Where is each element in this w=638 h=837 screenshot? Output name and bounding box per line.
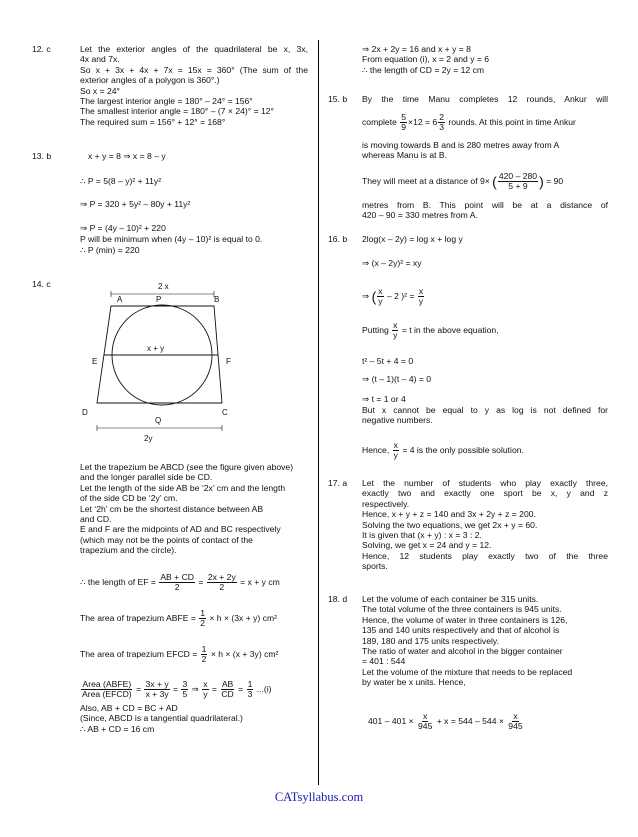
denominator: 5 [182,689,188,699]
text-line: of the side CD be ‘2y’ cm. [80,493,178,504]
label-f: F [226,357,231,366]
denominator: 3 [247,689,253,699]
label-e: E [92,357,98,366]
equation-area-ratio [80,680,272,699]
text-line: So x = 24° [80,85,120,96]
text-line: exterior angles of a polygon is 360°.) [80,75,220,86]
numerator: x [203,679,208,689]
equation-text: + x = 544 – 544 × [436,715,504,726]
numerator: 3x + y [145,679,169,689]
text-line: is moving towards B and is 280 metres away from A [362,140,560,150]
answer-14-end [80,703,243,734]
text-line: metres from B. This point will be at a distance of [362,200,608,210]
text-line: and the longer parallel side be CD. [80,472,213,483]
denominator: 5 + 9 [508,181,528,191]
text-line: The smallest interior angle = 180° – (7 × 24)° = 12° [80,106,274,117]
text-line: by water be x units. Hence, [362,677,466,688]
numerator: AB + CD [160,572,194,582]
equation-hence [362,441,524,460]
text-line: Hence, the volume of water in three containers is 126, [362,614,568,625]
fraction [438,113,445,132]
numerator: 5 [401,112,407,122]
equation-text: = [211,683,217,694]
text-line: The ratio of water and alcohol in the bigger container [362,646,563,657]
text-line: But x cannot be equal to y as log is not defined for [362,405,608,415]
equation-text: rounds. At this point in time Ankur [448,116,576,127]
text-line: 4x and 7x. [80,54,120,65]
site-footer-link[interactable]: CATsyllabus.com [274,790,364,804]
text-line: Also, AB + CD = BC + AD [80,703,178,713]
text-line: Solving the two equations, we get 2x + y = 60. [362,519,538,530]
answer-17 [362,478,608,572]
text-line: ∴ the length of CD = 2y = 12 cm [362,64,485,75]
numerator: Area (ABFE) [82,679,132,689]
equation-text: Putting [362,324,389,335]
denominator: y [418,296,424,306]
equation-mixture [368,712,525,731]
question-number: 12. c [32,44,51,54]
text-line: Let ‘2h’ cm be the shortest distance between AB [80,503,264,514]
equation-ef [80,573,280,592]
numerator: 1 [201,644,207,654]
text-line: trapezium and the circle). [80,545,177,556]
numerator: 2x + 2y [207,572,236,582]
fraction [377,287,383,306]
question-number: 13. b [32,151,52,161]
numerator: x [513,711,518,721]
text-line: ⇒ (t – 1)(t – 4) = 0 [362,374,432,384]
text-line: It is given that (x + y) : x = 3 : 2. [362,530,482,541]
text-line: (which may not be the points of contact of the [80,534,253,545]
text-line: Let the trapezium be ABCD (see the figure given above) [80,462,294,472]
text-line: t² – 5t + 4 = 0 [362,356,414,366]
equation-text: 401 – 401 × [368,715,414,726]
equation-tag: ...(i) [256,683,272,694]
denominator: 2 [219,582,225,592]
numerator: 2 [439,112,444,122]
text-line: P will be minimum when (4y – 10)² is equal to 0. [80,234,263,244]
numerator: x [423,711,428,721]
question-number: 16. b [328,234,348,244]
equation-text: = [198,576,204,587]
label-a: A [117,295,123,304]
text-line: Let the exterior angles of the quadrilateral be x, 3x, [80,44,308,54]
fraction [418,287,424,306]
paren-right: ) [539,173,544,190]
text-line: (Since, ABCD is a tangential quadrilateral.) [80,713,243,724]
text-line: exactly two and exactly one sport be x, y and z [362,488,608,499]
trapezium-figure [80,278,240,446]
denominator: 945 [508,721,523,731]
text-line: negative numbers. [362,415,433,426]
fraction [247,680,254,699]
equation-abfe [80,609,277,628]
denominator: 2 [201,654,207,664]
numerator: x [418,286,424,296]
text-line: Solving, we get x = 24 and y = 12. [362,540,492,551]
equation-meet [362,172,563,191]
equation-text: ⇒ [362,290,370,301]
equation-text: Hence, [362,444,390,455]
text-line: = 401 : 544 [362,656,406,667]
numerator: 1 [200,608,206,618]
numerator: 420 – 280 [498,171,538,181]
equation-text: = 90 [546,175,564,186]
denominator: y [393,450,398,460]
paren-left: ( [371,288,377,305]
equation-text: = [238,683,244,694]
answer-15-end [362,200,608,221]
text-line: ⇒ 2x + 2y = 16 and x + y = 8 [362,44,471,54]
denominator: y [393,330,398,340]
text-line: Let the number of students who play exactly three, [362,478,608,488]
denominator: 945 [418,721,433,731]
fraction [181,680,188,699]
text-line: So x + 3x + 4x + 7x = 15x = 360° (The sum of the [80,64,308,75]
text-line: The total volume of the three containers is 945 units. [362,604,562,615]
denominator: 3 [439,122,444,132]
denominator: x + 3y [145,689,169,699]
text-line: Let the length of the side AB be ‘2x’ cm and the length [80,482,286,493]
text-line: Hence, x + y + z = 140 and 3x + 2y + z = 200. [362,509,536,520]
answer-12 [80,44,308,127]
label-midline: x + y [147,344,165,353]
text-line: ⇒ (x – 2y)² = xy [362,258,422,268]
text-line: The largest interior angle = 180° – 24° = 156° [80,96,253,107]
fraction [144,680,169,699]
fraction [400,113,407,132]
equation-text: The area of trapezium ABFE = [80,612,196,623]
numerator: 1 [247,679,253,689]
text-line: ⇒ t = 1 or 4 [362,394,406,404]
equation-complete [362,113,576,132]
text-line: By the time Manu completes 12 rounds, Ankur will [362,94,608,104]
fraction [199,609,206,628]
equation-text: They will meet at a distance of 9× [362,175,490,186]
equation-text: = x + y cm [240,576,280,587]
denominator: y [203,689,208,699]
text-line: ⇒ P = 320 + 5y² – 80y + 11y² [80,199,191,209]
equation-text: = [136,683,142,694]
numerator: AB [221,679,234,689]
denominator: 9 [401,122,407,132]
equation-substitution [362,321,499,340]
text-line: The required sum = 156° + 12° = 168° [80,116,226,127]
text-line: ∴ AB + CD = 16 cm [80,723,155,734]
fraction [202,680,208,699]
text-line: Let the volume of each container be 315 units. [362,594,539,604]
equation-text: × h × (x + 3y) cm² [210,648,279,659]
denominator: Area (EFCD) [82,689,132,699]
text-line: Let the volume of the mixture that needs to be replaced [362,666,573,677]
label-top-length: 2 x [158,282,169,291]
equation-text: ⇒ [191,683,199,694]
equation-text: – 2 )² = [386,290,415,301]
paren-left: ( [492,173,497,190]
answer-16-text [362,405,608,426]
answer-15-text [362,140,559,161]
text-line: ∴ P (min) = 220 [80,245,140,255]
column-divider [318,40,319,785]
answer-18 [362,594,608,688]
text-line: ∴ P = 5(8 – y)² + 11y² [80,176,162,186]
equation-text: = [173,683,179,694]
fraction [201,645,208,664]
text-line: Hence, 12 students play exactly two of the three [362,550,608,561]
numerator: 3 [182,679,188,689]
text-line: ⇒ P = (4y – 10)² + 220 [80,223,166,233]
question-number: 15. b [328,94,348,104]
label-d: D [82,408,88,417]
equation-text: ×12 = 6 [408,116,438,127]
denominator: 2 [200,618,206,628]
fraction [417,712,433,731]
equation-efcd [80,645,278,664]
equation-text: = 4 is the only possible solution. [402,444,524,455]
fraction [220,680,234,699]
text-line: respectively. [362,498,410,509]
trapezium-outline [97,306,222,403]
answer-14-text [80,462,312,556]
equation-text: = t in the above equation, [401,324,499,335]
text-line: From equation (i), x = 2 and y = 6 [362,54,490,65]
numerator: x [393,440,398,450]
equation-text: × h × (3x + y) cm² [209,612,277,623]
question-number: 14. c [32,279,51,289]
figure-shapes [97,291,222,431]
fraction [159,573,195,592]
equation-text: ∴ the length of EF = [80,576,156,587]
numerator: x [393,320,398,330]
fraction [81,680,133,699]
fraction [507,712,523,731]
text-line: sports. [362,561,388,572]
label-bottom-length: 2y [144,434,153,443]
text-line: whereas Manu is at B. [362,150,448,161]
label-q: Q [155,416,162,425]
text-line: x + y = 8 ⇒ x = 8 – y [88,151,166,161]
fraction [207,573,237,592]
question-number: 18. d [328,594,348,604]
label-p: P [156,295,162,304]
question-number: 17. a [328,478,348,488]
fraction [498,172,538,191]
label-c: C [222,408,228,417]
text-line: 189, 180 and 175 units respectively. [362,635,499,646]
text-line: 420 – 90 = 330 metres from A. [362,210,478,221]
text-line: 2log(x – 2y) = log x + log y [362,234,463,244]
denominator: CD [221,689,234,699]
denominator: 2 [174,582,180,592]
equation-ratio [362,287,425,306]
fraction [393,441,399,460]
numerator: x [378,286,383,296]
denominator: y [378,296,383,306]
label-b: B [214,295,220,304]
continued-14 [362,44,489,75]
text-line: and CD. [80,514,112,525]
text-line: 135 and 140 units respectively and that of alcohol is [362,625,560,636]
text-line: E and F are the midpoints of AD and BC respectively [80,524,281,535]
fraction [392,321,398,340]
equation-text: complete [362,116,397,127]
equation-text: The area of trapezium EFCD = [80,648,198,659]
